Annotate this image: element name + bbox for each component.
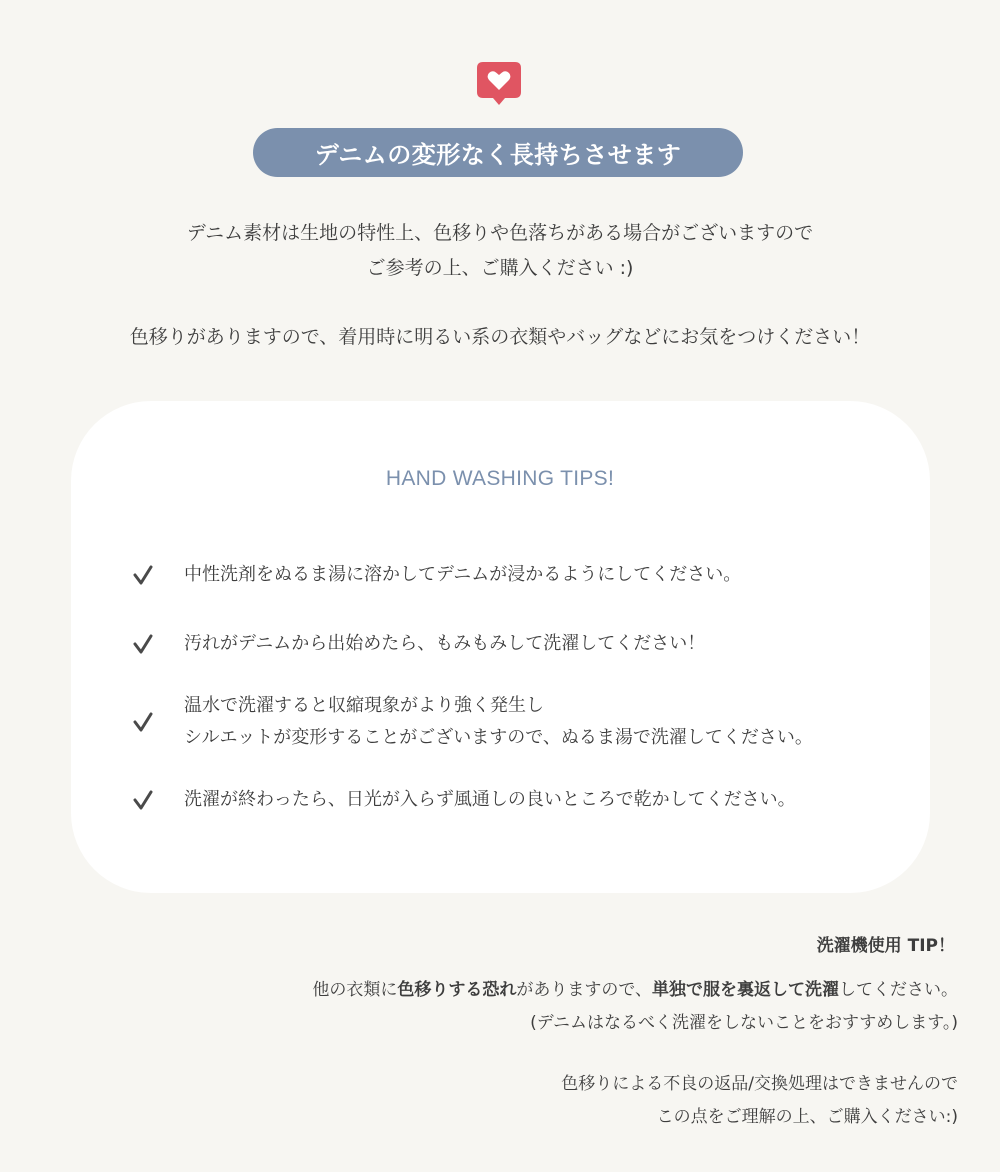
- washer-text-e: してください。: [839, 980, 958, 1000]
- washer-tip-line-2: (デニムはなるべく洗濯をしないことをおすすめします。): [530, 1013, 958, 1033]
- check-icon: [132, 789, 154, 811]
- intro-line-2: ご参考の上、ご購入ください :): [366, 257, 634, 279]
- washer-text-c: がありますので、: [516, 980, 652, 1000]
- washer-emphasis-wash-separately: 単独で服を裏返して洗濯: [652, 980, 839, 1000]
- tip-text-line-1: 温水で洗濯すると収縮現象がより強く発生し: [184, 695, 544, 716]
- washer-text-a: 他の衣類に: [312, 980, 398, 1000]
- tips-card-title: HAND WASHING TIPS!: [385, 467, 615, 490]
- washer-tip-body: [58, 974, 958, 1040]
- intro-color-warning: 色移りがありますので、着用時に明るい系の衣類やバッグなどにお気をつけください！: [129, 326, 871, 348]
- tip-item: [132, 559, 741, 591]
- intro-line-1: デニム素材は生地の特性上、色移りや色落ちがある場合がございますので: [186, 222, 814, 244]
- tip-item: [132, 784, 796, 816]
- heart-speech-bubble-icon: [475, 60, 523, 106]
- washer-tip-title: 洗濯機使用 TIP！: [816, 936, 955, 956]
- page-title: デニムの変形なく長持ちさせます: [253, 128, 743, 177]
- tip-text: 洗濯が終わったら、日光が入らず風通しの良いところで乾かしてください。: [184, 789, 796, 810]
- tip-item: [132, 628, 705, 660]
- return-notice: [58, 1068, 958, 1134]
- return-notice-line-1: 色移りによる不良の返品/交換処理はできませんので: [561, 1074, 958, 1094]
- washer-emphasis-color-transfer: 色移りする恐れ: [397, 980, 517, 1000]
- intro-text: [0, 216, 1000, 286]
- tip-text: 汚れがデニムから出始めたら、もみもみして洗濯してください！: [184, 633, 706, 654]
- check-icon: [132, 711, 154, 733]
- washer-tip-line-1: [58, 974, 958, 1007]
- tip-item: [132, 690, 813, 754]
- return-notice-line-2: この点をご理解の上、ご購入ください:): [656, 1107, 958, 1127]
- tip-text: 中性洗剤をぬるま湯に溶かしてデニムが浸かるようにしてください。: [184, 564, 742, 585]
- tip-text-line-2: シルエットが変形することがございますので、ぬるま湯で洗濯してください。: [184, 727, 813, 748]
- tip-text: [184, 690, 813, 754]
- check-icon: [132, 564, 154, 586]
- check-icon: [132, 633, 154, 655]
